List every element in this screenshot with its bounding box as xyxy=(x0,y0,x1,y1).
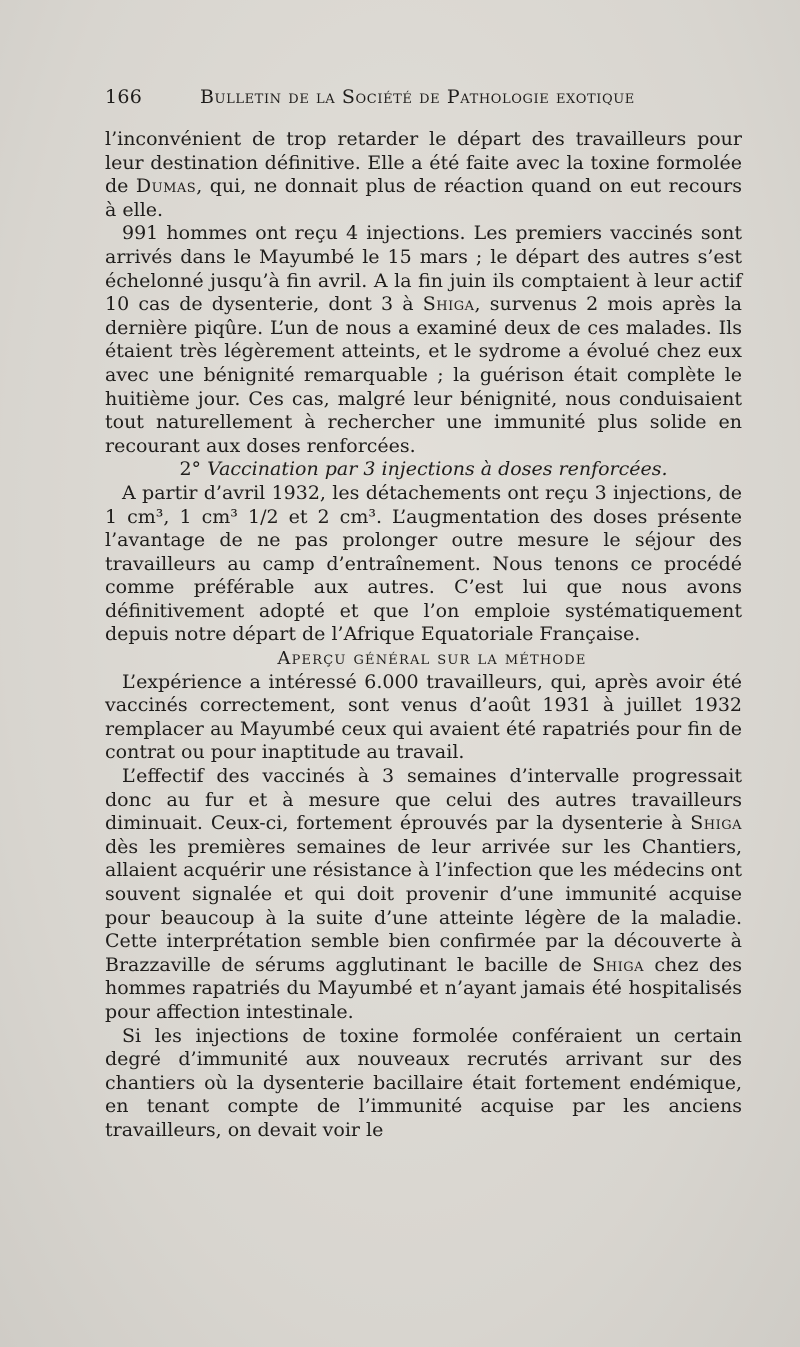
text-run: A partir d’avril 1932, les détachements ont reçu 3 injections, de 1 cm³, 1 cm³ 1/2 et 2 cm³. L’augmentation des doses présente l’avantage de ne pas prolonger outre mesure le séjour des travailleurs au camp d’entraînement. Nous tenons ce procédé comme préférable aux autres. C’est lui que nous avons définitivement adopté et que l’on emploie systématiquement depuis notre départ de l’Afrique Equatoriale Française. xyxy=(105,481,742,646)
paragraph xyxy=(105,128,742,222)
author-name: Dumas xyxy=(135,175,197,198)
section-heading: Aperçu général sur la méthode xyxy=(277,648,587,670)
text-run: dès les premières semaines de leur arrivée sur les Chantiers, allaient acquérir une résistance à l’infection que les médecins ont souvent signalée et qui doit provenir d’une immunité acquise pour beaucoup à la suite d’une atteinte légère de la maladie. Cette interprétation semble bien confirmée par la découverte à Brazzaville de sérums agglutinant le bacille de xyxy=(105,835,742,976)
body-text xyxy=(105,128,742,1143)
paragraph xyxy=(105,1025,742,1143)
subheading-number: 2° xyxy=(179,458,202,481)
text-run: chez des hommes rapatriés du Mayumbé et n’ayant jamais été hospitalisés pour affection intestinale. xyxy=(105,953,742,1023)
paragraph xyxy=(105,671,742,765)
page-header xyxy=(105,86,745,114)
subheading-text: Vaccination par 3 injections à doses renforcées. xyxy=(207,458,668,481)
text-run: L’expérience a intéressé 6.000 travailleurs, qui, après avoir été vaccinés correctement, sont venus d’août 1931 à juillet 1932 remplacer au Mayumbé ceux qui avaient été rapatriés pour fin de contrat ou pour inaptitude au travail. xyxy=(105,670,742,764)
text-run: , qui, ne donnait plus de réaction quand on eut recours à elle. xyxy=(105,175,742,221)
text-run: l’inconvénient de trop retarder le départ des travailleurs pour leur destination définitive. Elle a été faite avec la toxine formolée de xyxy=(105,128,742,198)
text-run: , survenus 2 mois après la dernière piqûre. L’un de nous a examiné deux de ces malades. Ils étaient très légèrement atteints, et le sydrome a évolué chez eux avec une bénignité remarquable ; la guérison était complète le huitième jour. Ces cas, malgré leur bénignité, nous conduisaient tout naturellement à rechercher une immunité plus solide en recourant aux doses renforcées. xyxy=(105,293,742,457)
running-title: Bulletin de la Société de Pathologie exotique xyxy=(200,86,635,108)
author-name: Shiga xyxy=(690,812,742,835)
paragraph xyxy=(105,765,742,1025)
paragraph xyxy=(105,482,742,647)
page-number: 166 xyxy=(105,86,143,108)
subheading xyxy=(105,458,742,482)
text-run: 991 hommes ont reçu 4 injections. Les premiers vaccinés sont arrivés dans le Mayumbé le 15 mars ; le départ des autres s’est échelonné jusqu’à fin avril. A la fin juin ils comptaient à leur actif 10 cas de dysenterie, dont 3 à xyxy=(105,222,742,316)
author-name: Shiga xyxy=(592,953,645,976)
author-name: Shiga xyxy=(422,293,475,316)
paragraph xyxy=(105,222,742,458)
text-run: Si les injections de toxine formolée conféraient un certain degré d’immunité aux nouveaux recrutés arrivant sur des chantiers où la dysenterie bacillaire était fortement endémique, en tenant compte de l’immunité acquise par les anciens travailleurs, on devait voir le xyxy=(105,1024,742,1141)
text-run: L’effectif des vaccinés à 3 semaines d’intervalle progressait donc au fur et à mesure que celui des autres travailleurs diminuait. Ceux-ci, fortement éprouvés par la dysenterie à xyxy=(105,765,742,835)
